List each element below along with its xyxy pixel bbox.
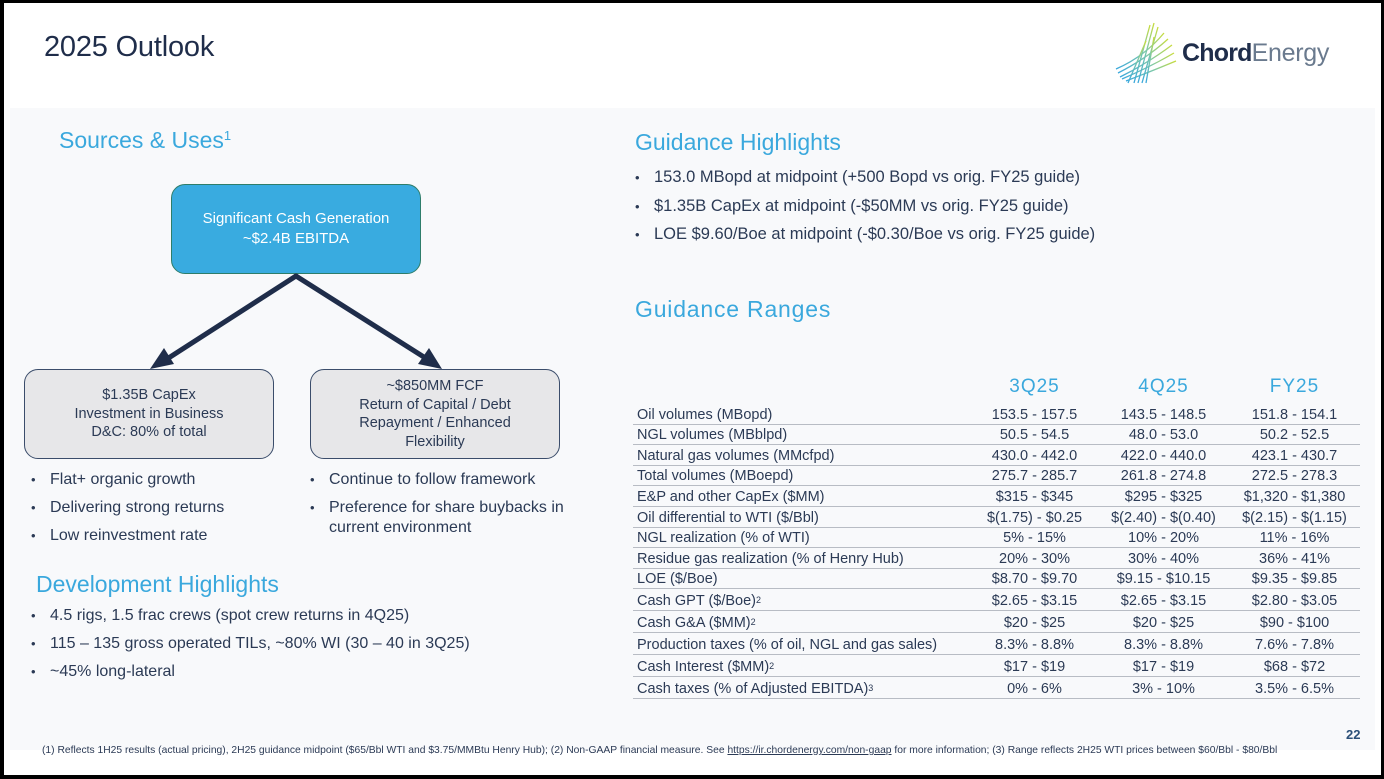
cell-q3: 275.7 - 285.7	[971, 465, 1098, 486]
cell-q3: $315 - $345	[971, 486, 1098, 507]
box-line: $1.35B CapEx	[102, 387, 196, 404]
footnote-ref: 2	[750, 617, 756, 628]
row-label: Oil differential to WTI ($/Bbl)	[633, 506, 971, 527]
box-line: ~$850MM FCF	[386, 378, 484, 394]
footnote-ref: 3	[868, 683, 874, 694]
row-label: Oil volumes (MBopd)	[633, 404, 971, 424]
cell-fy: 3.5% - 6.5%	[1229, 677, 1360, 699]
table-row	[633, 633, 1360, 655]
cell-q3: 50.5 - 54.5	[971, 424, 1098, 445]
cell-q4: 261.8 - 274.8	[1098, 465, 1229, 486]
cell-q4: 30% - 40%	[1098, 548, 1229, 569]
cell-q4: 8.3% - 8.8%	[1098, 633, 1229, 655]
table-row	[633, 486, 1360, 507]
column-header-4q25: 4Q25	[1138, 376, 1189, 397]
guidance-highlights-heading: Guidance Highlights	[635, 129, 841, 155]
cell-q3: 0% - 6%	[971, 677, 1098, 699]
table-row	[633, 611, 1360, 633]
column-header-fy25: FY25	[1269, 376, 1320, 397]
row-label: Natural gas volumes (MMcfpd)	[633, 445, 971, 466]
cell-q3: $20 - $25	[971, 611, 1098, 633]
cell-fy: 423.1 - 430.7	[1229, 445, 1360, 466]
slide	[4, 3, 1381, 775]
cell-fy: $68 - $72	[1229, 655, 1360, 677]
cell-fy: $1,320 - $1,380	[1229, 486, 1360, 507]
cell-q4: $9.15 - $10.15	[1098, 568, 1229, 589]
box-line: Repayment / Enhanced	[359, 415, 511, 431]
box-line: Flexibility	[405, 433, 465, 450]
fcf-box	[310, 369, 560, 459]
cell-fy: 272.5 - 278.3	[1229, 465, 1360, 486]
table-row	[633, 677, 1360, 699]
cell-fy: 50.2 - 52.5	[1229, 424, 1360, 445]
column-header-3q25: 3Q25	[1009, 376, 1060, 397]
table-row	[633, 655, 1360, 677]
logo-brand-bold: Chord	[1182, 39, 1252, 67]
row-label: LOE ($/Boe)	[633, 568, 971, 589]
cell-q4: 422.0 - 440.0	[1098, 445, 1229, 466]
logo-brand-light: Energy	[1251, 39, 1330, 67]
cell-fy: 151.8 - 154.1	[1229, 404, 1360, 424]
row-label: Cash GPT ($/Boe)$^2$	[633, 589, 971, 611]
list-item: • Low reinvestment rate	[28, 526, 298, 546]
cell-q3: 153.5 - 157.5	[971, 404, 1098, 424]
cell-q4: 10% - 20%	[1098, 527, 1229, 548]
list-item: • Flat+ organic growth	[28, 470, 298, 490]
list-item: • Delivering strong returns	[28, 498, 298, 518]
list-item: • LOE $9.60/Boe at midpoint (-$0.30/Boe vs orig. FY25 guide)	[632, 224, 1252, 245]
cell-q4: 48.0 - 53.0	[1098, 424, 1229, 445]
table-row	[633, 506, 1360, 527]
fcf-bullets	[307, 470, 597, 546]
cell-fy: 11% - 16%	[1229, 527, 1360, 548]
company-logo	[1114, 17, 1354, 87]
table-row	[633, 589, 1360, 611]
cell-fy: $2.80 - $3.05	[1229, 589, 1360, 611]
table-row	[633, 465, 1360, 486]
cell-q4: $17 - $19	[1098, 655, 1229, 677]
cell-q4: 143.5 - 148.5	[1098, 404, 1229, 424]
guidance-highlights-bullets	[632, 167, 1252, 253]
development-highlights-heading: Development Highlights	[36, 571, 279, 597]
row-label: E&P and other CapEx ($MM)	[633, 486, 971, 507]
column-header-label	[633, 370, 971, 404]
cell-q3: 20% - 30%	[971, 548, 1098, 569]
footnote	[42, 745, 1277, 756]
cell-q3: $(1.75) - $0.25	[971, 506, 1098, 527]
box-line: ~$2.4B EBITDA	[242, 230, 350, 247]
footnote-ref: 2	[756, 595, 762, 606]
cash-generation-box	[171, 184, 421, 274]
page-title: 2025 Outlook	[44, 31, 215, 63]
guidance-ranges-table	[633, 370, 1360, 699]
box-line: Return of Capital / Debt	[359, 396, 511, 413]
page-number: 22	[1346, 727, 1361, 742]
development-bullets	[28, 606, 588, 690]
table-row	[633, 404, 1360, 424]
cell-q3: $8.70 - $9.70	[971, 568, 1098, 589]
row-label: NGL volumes (MBblpd)	[633, 424, 971, 445]
row-label: Total volumes (MBoepd)	[633, 465, 971, 486]
box-line: D&C: 80% of total	[91, 424, 207, 441]
row-label: Cash Interest ($MM)$^2$	[633, 655, 971, 677]
cell-fy: $9.35 - $9.85	[1229, 568, 1360, 589]
list-item: • Continue to follow framework	[307, 470, 597, 490]
list-item: • 4.5 rigs, 1.5 frac crews (spot crew returns in 4Q25)	[28, 606, 588, 626]
row-label: NGL realization (% of WTI)	[633, 527, 971, 548]
cell-q3: $17 - $19	[971, 655, 1098, 677]
list-item: • 153.0 MBopd at midpoint (+500 Bopd vs orig. FY25 guide)	[632, 167, 1252, 188]
row-label: Cash G&A ($MM)$^2$	[633, 611, 971, 633]
list-item: • ~45% long-lateral	[28, 662, 588, 682]
sources-uses-heading-text: Sources & Uses	[59, 127, 224, 153]
cell-q4: $295 - $325	[1098, 486, 1229, 507]
table-row	[633, 568, 1360, 589]
logo-wordmark	[1182, 39, 1329, 68]
chord-energy-logo-icon	[1114, 17, 1178, 87]
table-row	[633, 424, 1360, 445]
list-item: • Preference for share buybacks in current environment	[307, 498, 597, 538]
list-item: • $1.35B CapEx at midpoint (-$50MM vs orig. FY25 guide)	[632, 196, 1252, 217]
capex-bullets	[28, 470, 298, 554]
cell-q4: 3% - 10%	[1098, 677, 1229, 699]
table-row	[633, 527, 1360, 548]
footnote-ref: 2	[769, 661, 775, 672]
capex-box	[24, 369, 274, 459]
table-row	[633, 548, 1360, 569]
cell-fy: 36% - 41%	[1229, 548, 1360, 569]
table-header-row	[633, 370, 1360, 404]
table-row	[633, 445, 1360, 466]
footnote-ref: 1	[223, 128, 232, 143]
box-line: Significant Cash Generation	[202, 210, 390, 227]
cell-q3: 5% - 15%	[971, 527, 1098, 548]
box-line: Investment in Business	[74, 405, 224, 422]
cell-q4: $2.65 - $3.15	[1098, 589, 1229, 611]
non-gaap-link[interactable]: https://ir.chordenergy.com/non-gaap	[727, 745, 892, 756]
guidance-ranges-heading: Guidance Ranges	[635, 296, 832, 322]
list-item: • 115 – 135 gross operated TILs, ~80% WI (30 – 40 in 3Q25)	[28, 634, 588, 654]
cell-q4: $(2.40) - $(0.40)	[1098, 506, 1229, 527]
cell-q4: $20 - $25	[1098, 611, 1229, 633]
cell-q3: $2.65 - $3.15	[971, 589, 1098, 611]
row-label: Production taxes (% of oil, NGL and gas sales)	[633, 633, 971, 655]
cell-fy: $90 - $100	[1229, 611, 1360, 633]
row-label: Residue gas realization (% of Henry Hub)	[633, 548, 971, 569]
sources-uses-heading	[59, 127, 231, 154]
cell-q3: 8.3% - 8.8%	[971, 633, 1098, 655]
cell-q3: 430.0 - 442.0	[971, 445, 1098, 466]
cell-fy: 7.6% - 7.8%	[1229, 633, 1360, 655]
row-label: Cash taxes (% of Adjusted EBITDA)$^3$	[633, 677, 971, 699]
cell-fy: $(2.15) - $(1.15)	[1229, 506, 1360, 527]
footnote-text: (1) Reflects 1H25 results (actual pricing), 2H25 guidance midpoint ($65/Bbl WTI and $3.75/MMBtu Henry Hub); (2) Non-GAAP financial measure. See	[42, 745, 728, 756]
footnote-text: for more information; (3) Range reflects 2H25 WTI prices between $60/Bbl - $80/Bbl	[891, 745, 1278, 756]
